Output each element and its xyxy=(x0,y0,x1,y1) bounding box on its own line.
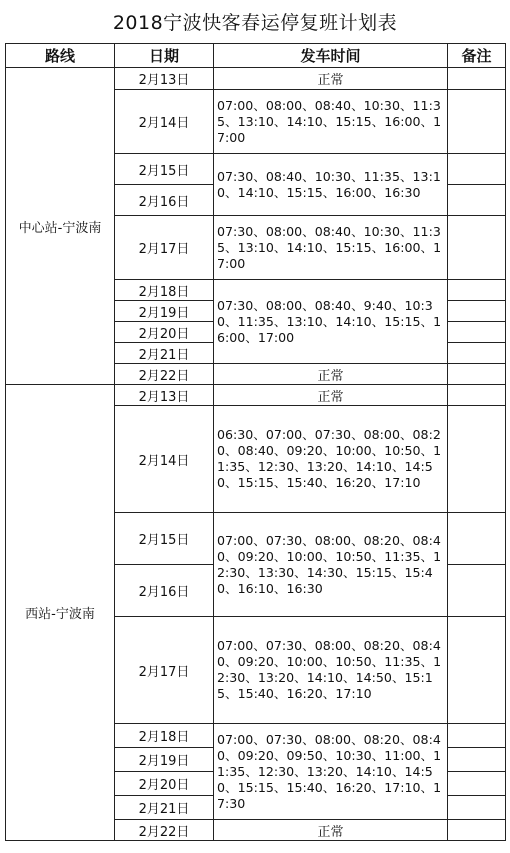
date-cell: 2月15日 xyxy=(115,513,214,565)
note-cell xyxy=(448,216,506,280)
route-name: 西站-宁波南 xyxy=(6,385,115,841)
schedule-table xyxy=(5,43,506,841)
times-cell: 正常 xyxy=(214,364,448,385)
date-cell: 2月14日 xyxy=(115,90,214,154)
table-row xyxy=(6,68,506,90)
date-cell: 2月13日 xyxy=(115,385,214,406)
header-row xyxy=(6,44,506,68)
times-cell: 07:30、08:00、08:40、9:40、10:30、11:35、13:10、14:10、15:15、16:00、17:00 xyxy=(214,280,448,364)
date-cell: 2月17日 xyxy=(115,617,214,724)
note-cell xyxy=(448,748,506,772)
times-cell: 正常 xyxy=(214,68,448,90)
date-cell: 2月15日 xyxy=(115,154,214,185)
times-cell: 07:00、07:30、08:00、08:20、08:40、09:20、10:00、10:50、11:35、12:30、13:20、14:10、14:50、15:15、15:40、16:20、17:10 xyxy=(214,617,448,724)
note-cell xyxy=(448,90,506,154)
date-cell: 2月21日 xyxy=(115,796,214,820)
times-cell: 07:00、07:30、08:00、08:20、08:40、09:20、09:50、10:30、11:00、11:35、12:30、13:20、14:10、14:50、15:15、15:40、16:20、17:10、17:30 xyxy=(214,724,448,820)
times-cell: 07:00、07:30、08:00、08:20、08:40、09:20、10:00、10:50、11:35、12:30、13:30、14:30、15:15、15:40、16:10、16:30 xyxy=(214,513,448,617)
note-cell xyxy=(448,406,506,513)
date-cell: 2月16日 xyxy=(115,565,214,617)
note-cell xyxy=(448,772,506,796)
times-cell: 正常 xyxy=(214,820,448,841)
note-cell xyxy=(448,513,506,565)
note-cell xyxy=(448,322,506,343)
header-date: 日期 xyxy=(115,44,214,68)
date-cell: 2月21日 xyxy=(115,343,214,364)
table-row xyxy=(6,385,506,406)
note-cell xyxy=(448,820,506,841)
note-cell xyxy=(448,301,506,322)
note-cell xyxy=(448,154,506,185)
note-cell xyxy=(448,617,506,724)
note-cell xyxy=(448,565,506,617)
times-cell: 07:30、08:40、10:30、11:35、13:10、14:10、15:15、16:00、16:30 xyxy=(214,154,448,216)
times-cell: 06:30、07:00、07:30、08:00、08:20、08:40、09:20、10:00、10:50、11:35、12:30、13:20、14:10、14:50、15:15、15:40、16:20、17:10 xyxy=(214,406,448,513)
date-cell: 2月13日 xyxy=(115,68,214,90)
date-cell: 2月18日 xyxy=(115,280,214,301)
date-cell: 2月22日 xyxy=(115,364,214,385)
times-cell: 正常 xyxy=(214,385,448,406)
route-name: 中心站-宁波南 xyxy=(6,68,115,385)
header-route: 路线 xyxy=(6,44,115,68)
note-cell xyxy=(448,185,506,216)
note-cell xyxy=(448,364,506,385)
page-title: 2018宁波快客春运停复班计划表 xyxy=(112,11,398,34)
date-cell: 2月17日 xyxy=(115,216,214,280)
date-cell: 2月20日 xyxy=(115,322,214,343)
date-cell: 2月19日 xyxy=(115,301,214,322)
date-cell: 2月16日 xyxy=(115,185,214,216)
note-cell xyxy=(448,280,506,301)
date-cell: 2月18日 xyxy=(115,724,214,748)
note-cell xyxy=(448,343,506,364)
date-cell: 2月14日 xyxy=(115,406,214,513)
date-cell: 2月20日 xyxy=(115,772,214,796)
date-cell: 2月19日 xyxy=(115,748,214,772)
note-cell xyxy=(448,724,506,748)
date-cell: 2月22日 xyxy=(115,820,214,841)
note-cell xyxy=(448,385,506,406)
header-times: 发车时间 xyxy=(214,44,448,68)
times-cell: 07:30、08:00、08:40、10:30、11:35、13:10、14:10、15:15、16:00、17:00 xyxy=(214,216,448,280)
note-cell xyxy=(448,796,506,820)
note-cell xyxy=(448,68,506,90)
header-note: 备注 xyxy=(448,44,506,68)
times-cell: 07:00、08:00、08:40、10:30、11:35、13:10、14:10、15:15、16:00、17:00 xyxy=(214,90,448,154)
